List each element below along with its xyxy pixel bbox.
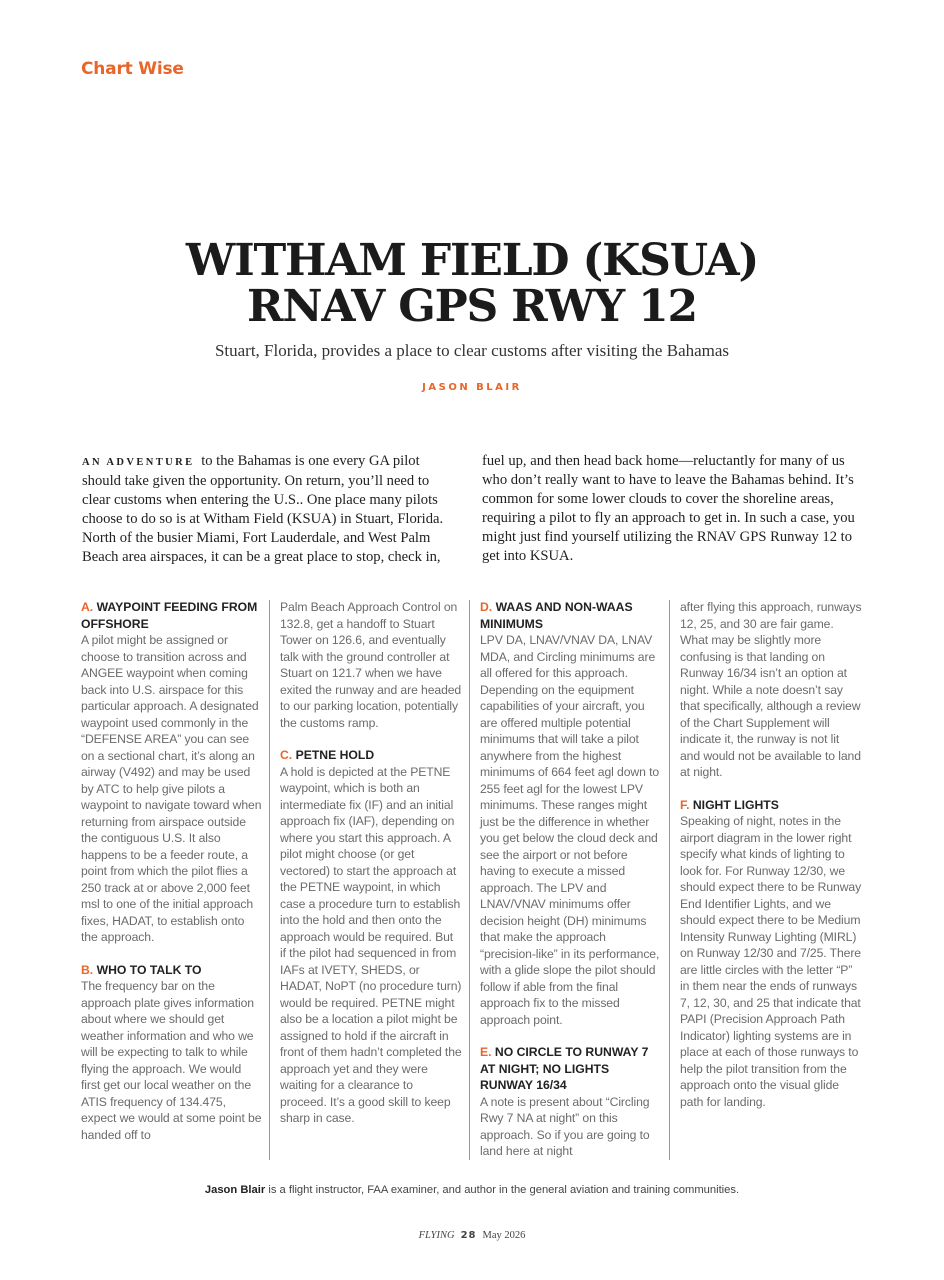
- page-footer: [0, 1230, 944, 1241]
- column-divider: [469, 600, 470, 1160]
- section-b-title: WHO TO TALK TO: [96, 962, 202, 977]
- body-column-4: [680, 599, 862, 1110]
- section-b-letter: B.: [81, 962, 94, 977]
- section-c-letter: C.: [280, 748, 293, 762]
- section-f-letter: F.: [680, 797, 690, 812]
- section-d-heading: [480, 599, 662, 632]
- author-bio-name: Jason Blair: [204, 1184, 266, 1196]
- section-a-heading: [81, 599, 263, 632]
- section-b-body: The frequency bar on the approach plate gives information about where we should get weather information and who we will be expecting to talk to while flying the approach. We would first get our local weather on the ATIS frequency of 134.475, expect we would at some point be handed off to: [81, 979, 262, 1142]
- section-e-title: NO CIRCLE TO RUNWAY 7 AT NIGHT; NO LIGHTS RUNWAY 16/34: [480, 1045, 649, 1092]
- footer-magazine: FLYING: [418, 1230, 455, 1241]
- body-column-3: [480, 599, 662, 1160]
- section-d-title: WAAS AND NON-WAAS MINIMUMS: [480, 600, 633, 631]
- headline: [0, 235, 944, 332]
- section-b-heading: [81, 962, 263, 979]
- section-e-body: A note is present about “Circling Rwy 7 NA at night” on this approach. So if you are going to land here at night: [480, 1094, 650, 1158]
- section-d-letter: D.: [480, 600, 493, 614]
- footer-page-number: 28: [460, 1230, 477, 1241]
- section-c-title: PETNE HOLD: [295, 748, 375, 762]
- section-b-continued: Palm Beach Approach Control on 132.8, get a handoff to Stuart Tower on 126.6, and eventually talk with the ground controller at Stuart on 121.7 when we have exited the runway and are headed to our parking location, potentially the customs ramp.: [280, 600, 462, 730]
- section-a-letter: A.: [81, 600, 94, 614]
- byline: JASON BLAIR: [422, 382, 522, 393]
- section-c-heading: [280, 747, 462, 764]
- section-e-continued: after flying this approach, runways 12, 25, and 30 are fair game. What may be slightly more confusing is that landing on Runway 16/34 isn’t an option at night. While a note doesn’t say that specifically, although a review of the Chart Supplement will indicate it, the runway is not lit and would not be available to land at night.: [680, 600, 862, 779]
- section-d-body: LPV DA, LNAV/VNAV DA, LNAV MDA, and Circling minimums are all offered for this approach. Depending on the equipment capabilities of your aircraft, you are offered multiple potential minimums that will take a pilot anywhere from the highest minimums of 664 feet agl down to 255 feet agl for the lowest LPV minimums. These ranges might just be the difference in whether you get below the cloud deck and see the airport or not before having to execute a missed approach. The LPV and LNAV/VNAV minimums offer decision height (DH) minimums that make the approach “precision-like” in its performance, with a glide slope the pilot should follow if able from the final approach fix to the missed approach point.: [480, 633, 660, 1027]
- intro-column-left: [82, 452, 460, 567]
- column-divider: [269, 600, 270, 1160]
- subhead: Stuart, Florida, provides a place to clear customs after visiting the Bahamas: [214, 341, 730, 360]
- section-e-heading: [480, 1044, 662, 1094]
- section-f-body: Speaking of night, notes in the airport diagram in the lower right specify what kinds of lighting to look for. For Runway 12/30, we should expect there to be Runway End Identifier Lights, and we should expect there to be Medium Intensity Runway Lighting (MIRL) on Runway 12/30 and 7/25. There are little circles with the letter “P” in them near the ends of runways 7, 12, 30, and 25 that indicate that PAPI (Precision Approach Path Indicator) lighting systems are in place at each of those runways to help the pilot transition from the approach onto the visual glide path for landing.: [680, 814, 862, 1109]
- body-column-1: [81, 599, 263, 1143]
- intro-left-text: to the Bahamas is one every GA pilot should take given the opportunity. On return, you’ll need to clear customs when entering the U.S.. One place many pilots choose to do so is at Witham Field (KSUA) in Stuart, Florida. North of the busier Miami, Fort Lauderdale, and West Palm Beach area airspaces, it can be a great place to stop, check in,: [82, 453, 444, 565]
- section-tag: Chart Wise: [81, 59, 184, 79]
- intro-lead-in: AN ADVENTURE: [82, 457, 195, 468]
- headline-line-2: RNAV GPS RWY 12: [247, 281, 697, 332]
- section-e-letter: E.: [480, 1045, 492, 1059]
- section-c-body: A hold is depicted at the PETNE waypoint, which is both an intermediate fix (IF) and an initial approach fix (IAF), depending on where you start this approach. A pilot might choose (or get vectored) to start the approach at the PETNE waypoint, in which case a procedure turn to establish into the hold and then onto the approach would be required. But if the pilot had sequenced in from IAFs at IVETY, SHEDS, or HADAT, NoPT (no procedure turn) would be required. PETNE might also be a location a pilot might be assigned to hold if the aircraft in front of them hadn’t completed the approach yet and they were waiting for a clearance to proceed. It’s a good skill to keep sharp in case.: [280, 764, 462, 1125]
- author-bio-text: is a flight instructor, FAA examiner, and author in the general aviation and training communities.: [268, 1184, 740, 1196]
- footer-date: May 2026: [482, 1230, 526, 1241]
- column-divider: [669, 600, 670, 1160]
- section-a-title: WAYPOINT FEEDING FROM OFFSHORE: [81, 600, 258, 631]
- section-f-heading: [680, 797, 862, 814]
- intro-column-right: fuel up, and then head back home—reluctantly for many of us who don’t really want to have to leave the Bahamas behind. It’s common for some lower clouds to cover the shoreline areas, requiring a pilot to fly an approach to get in. In such a case, you might just find yourself utilizing the RNAV GPS Runway 12 to get into KSUA.: [482, 453, 855, 564]
- body-column-2: [280, 599, 462, 1127]
- author-bio: [0, 1184, 944, 1196]
- headline-line-1: WITHAM FIELD (KSUA): [185, 235, 759, 286]
- section-f-title: NIGHT LIGHTS: [692, 797, 779, 812]
- section-a-body: A pilot might be assigned or choose to transition across and ANGEE waypoint when coming back into U.S. airspace for this particular approach. A designated waypoint used commonly in the “DEFENSE AREA” you can see on a sectional chart, it’s along an airway (V492) and may be used by ATC to help give pilots a waypoint to navigate toward when returning from airspace outside the contiguous U.S. It also happens to be a feeder route, a point from which the pilot flies a 250 track at or above 2,000 feet msl to one of the initial approach fixes, HADAT, to establish onto the approach.: [81, 633, 262, 944]
